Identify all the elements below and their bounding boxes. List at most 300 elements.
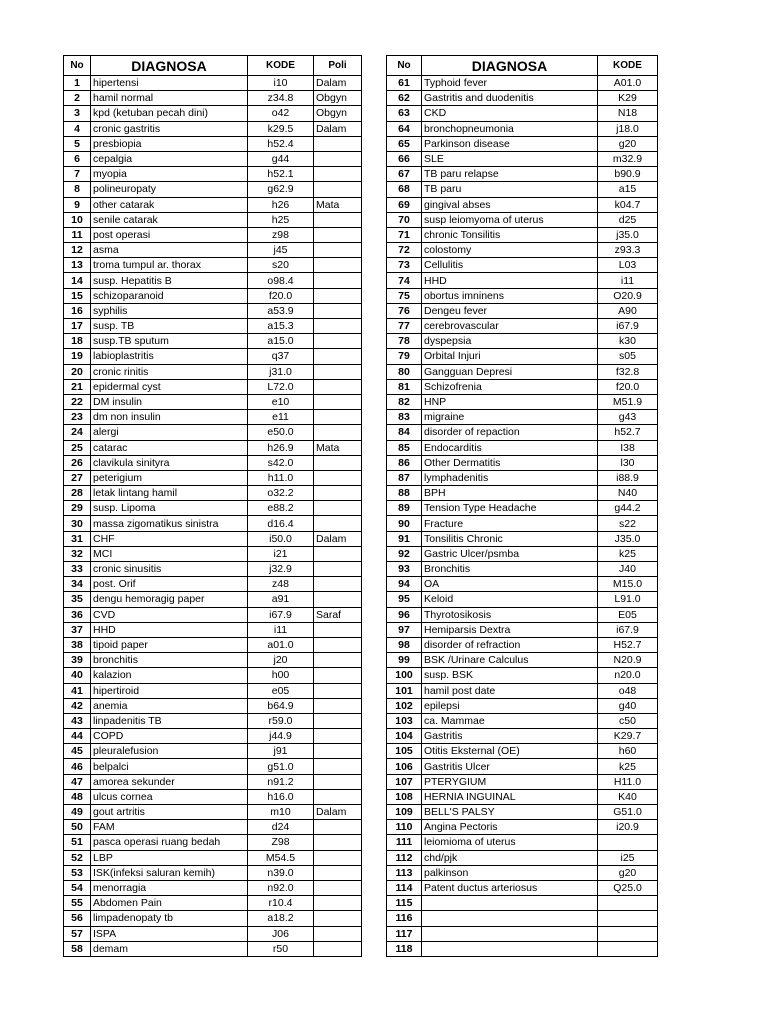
clinic-cell <box>314 729 362 744</box>
diagnosis-cell: post operasi <box>91 227 248 242</box>
diagnosis-cell: labioplastritis <box>91 349 248 364</box>
table-row <box>387 197 658 212</box>
table-row <box>387 880 658 895</box>
code-cell: M54.5 <box>248 850 314 865</box>
diagnosis-cell <box>422 941 598 956</box>
code-cell: d24 <box>248 820 314 835</box>
table-row <box>387 774 658 789</box>
code-cell: i21 <box>248 546 314 561</box>
code-cell: O20.9 <box>598 288 658 303</box>
code-cell: g20 <box>598 865 658 880</box>
code-cell: a15.3 <box>248 319 314 334</box>
code-cell: z48 <box>248 577 314 592</box>
clinic-cell <box>314 622 362 637</box>
row-number: 99 <box>387 653 422 668</box>
row-number: 91 <box>387 531 422 546</box>
row-number: 21 <box>64 379 91 394</box>
diagnosis-cell: cronic gastritis <box>91 121 248 136</box>
code-cell: c50 <box>598 713 658 728</box>
clinic-cell <box>314 455 362 470</box>
row-number: 64 <box>387 121 422 136</box>
code-cell: N40 <box>598 486 658 501</box>
row-number: 20 <box>64 364 91 379</box>
row-number: 80 <box>387 364 422 379</box>
clinic-cell: Mata <box>314 197 362 212</box>
clinic-cell <box>314 820 362 835</box>
row-number: 103 <box>387 713 422 728</box>
diagnosis-cell: Hemiparsis Dextra <box>422 622 598 637</box>
row-number: 72 <box>387 243 422 258</box>
table-row <box>387 729 658 744</box>
diagnosis-cell: ulcus cornea <box>91 789 248 804</box>
code-cell: h52.4 <box>248 136 314 151</box>
table-row <box>64 622 362 637</box>
table-row <box>64 941 362 956</box>
code-cell: g44.2 <box>598 501 658 516</box>
row-number: 9 <box>64 197 91 212</box>
table-row <box>64 151 362 166</box>
table-row <box>387 394 658 409</box>
table-row <box>387 364 658 379</box>
code-cell: b90.9 <box>598 167 658 182</box>
code-cell: K29.7 <box>598 729 658 744</box>
clinic-cell: Dalam <box>314 805 362 820</box>
table-row <box>387 151 658 166</box>
code-cell: g44 <box>248 151 314 166</box>
row-number: 79 <box>387 349 422 364</box>
row-number: 90 <box>387 516 422 531</box>
row-number: 75 <box>387 288 422 303</box>
diagnosis-cell: susp leiomyoma of uterus <box>422 212 598 227</box>
row-number: 19 <box>64 349 91 364</box>
row-number: 114 <box>387 880 422 895</box>
clinic-cell <box>314 243 362 258</box>
diagnosis-cell: bronchitis <box>91 653 248 668</box>
diagnosis-cell: CVD <box>91 607 248 622</box>
table-row <box>387 865 658 880</box>
clinic-cell <box>314 151 362 166</box>
header-row <box>387 56 658 76</box>
table-row <box>64 440 362 455</box>
clinic-cell <box>314 379 362 394</box>
code-cell: G51.0 <box>598 805 658 820</box>
code-cell: L91.0 <box>598 592 658 607</box>
diagnosis-cell: SLE <box>422 151 598 166</box>
row-number: 49 <box>64 805 91 820</box>
diagnosis-cell: Gastritis Ulcer <box>422 759 598 774</box>
diagnosis-cell: disorder of repaction <box>422 425 598 440</box>
row-number: 3 <box>64 106 91 121</box>
row-number: 11 <box>64 227 91 242</box>
table-row <box>387 637 658 652</box>
table-row <box>387 562 658 577</box>
code-cell: J40 <box>598 562 658 577</box>
code-cell: r50 <box>248 941 314 956</box>
table-row <box>64 607 362 622</box>
diagnosis-cell: OA <box>422 577 598 592</box>
header-no: No <box>387 56 422 76</box>
code-cell: i11 <box>248 622 314 637</box>
table-row <box>387 349 658 364</box>
row-number: 95 <box>387 592 422 607</box>
code-cell <box>598 941 658 956</box>
row-number: 36 <box>64 607 91 622</box>
diagnosis-cell: Parkinson disease <box>422 136 598 151</box>
code-cell: i11 <box>598 273 658 288</box>
code-cell: Q25.0 <box>598 880 658 895</box>
diagnosis-cell: COPD <box>91 729 248 744</box>
row-number: 30 <box>64 516 91 531</box>
diagnosis-cell <box>422 926 598 941</box>
clinic-cell <box>314 653 362 668</box>
diagnosis-cell: limpadenopaty tb <box>91 911 248 926</box>
clinic-cell: Dalam <box>314 531 362 546</box>
row-number: 101 <box>387 683 422 698</box>
table-row <box>387 759 658 774</box>
code-cell <box>598 896 658 911</box>
row-number: 17 <box>64 319 91 334</box>
row-number: 74 <box>387 273 422 288</box>
clinic-cell <box>314 303 362 318</box>
table-row <box>64 668 362 683</box>
diagnosis-cell: polineuropaty <box>91 182 248 197</box>
table-row <box>64 516 362 531</box>
table-row <box>387 334 658 349</box>
row-number: 43 <box>64 713 91 728</box>
diagnosis-table-left <box>63 55 362 957</box>
diagnosis-cell: Other Dermatitis <box>422 455 598 470</box>
table-row <box>64 425 362 440</box>
clinic-cell <box>314 926 362 941</box>
clinic-cell <box>314 167 362 182</box>
header-diagnosa: DIAGNOSA <box>91 56 248 76</box>
code-cell: b64.9 <box>248 698 314 713</box>
table-row <box>64 789 362 804</box>
table-row <box>64 319 362 334</box>
row-number: 65 <box>387 136 422 151</box>
diagnosis-cell: Gangguan Depresi <box>422 364 598 379</box>
diagnosis-cell: Otitis Eksternal (OE) <box>422 744 598 759</box>
diagnosis-cell: kalazion <box>91 668 248 683</box>
clinic-cell <box>314 394 362 409</box>
code-cell: s20 <box>248 258 314 273</box>
row-number: 113 <box>387 865 422 880</box>
code-cell <box>598 926 658 941</box>
code-cell: g62.9 <box>248 182 314 197</box>
row-number: 83 <box>387 410 422 425</box>
row-number: 102 <box>387 698 422 713</box>
table-row <box>387 698 658 713</box>
diagnosis-cell: ISK(infeksi saluran kemih) <box>91 865 248 880</box>
diagnosis-cell: alergi <box>91 425 248 440</box>
diagnosis-cell: Tonsilitis Chronic <box>422 531 598 546</box>
row-number: 34 <box>64 577 91 592</box>
clinic-cell <box>314 789 362 804</box>
diagnosis-cell: Gastritis and duodenitis <box>422 91 598 106</box>
diagnosis-cell: Gastritis <box>422 729 598 744</box>
table-row <box>64 774 362 789</box>
row-number: 29 <box>64 501 91 516</box>
table-row <box>387 911 658 926</box>
code-cell: s42.0 <box>248 455 314 470</box>
code-cell: d25 <box>598 212 658 227</box>
clinic-cell <box>314 759 362 774</box>
code-cell: l30 <box>598 455 658 470</box>
code-cell: k25 <box>598 759 658 774</box>
row-number: 6 <box>64 151 91 166</box>
diagnosis-cell: Patent ductus arteriosus <box>422 880 598 895</box>
clinic-cell <box>314 713 362 728</box>
code-cell: o42 <box>248 106 314 121</box>
code-cell: s22 <box>598 516 658 531</box>
code-cell: m32.9 <box>598 151 658 166</box>
code-cell: z98 <box>248 227 314 242</box>
code-cell: e11 <box>248 410 314 425</box>
row-number: 62 <box>387 91 422 106</box>
code-cell: J06 <box>248 926 314 941</box>
diagnosis-cell: pleuralefusion <box>91 744 248 759</box>
table-row <box>64 182 362 197</box>
row-number: 116 <box>387 911 422 926</box>
table-row <box>64 653 362 668</box>
code-cell: n39.0 <box>248 865 314 880</box>
diagnosis-cell: menorragia <box>91 880 248 895</box>
table-row <box>64 729 362 744</box>
clinic-cell: Dalam <box>314 76 362 91</box>
table-row <box>64 486 362 501</box>
code-cell: h00 <box>248 668 314 683</box>
table-row <box>64 394 362 409</box>
diagnosis-cell: letak lintang hamil <box>91 486 248 501</box>
table-row <box>64 379 362 394</box>
code-cell: n20.0 <box>598 668 658 683</box>
table-body-left <box>64 76 362 957</box>
row-number: 68 <box>387 182 422 197</box>
table-row <box>64 820 362 835</box>
diagnosis-cell: linpadenitis TB <box>91 713 248 728</box>
table-row <box>387 212 658 227</box>
diagnosis-cell: kpd (ketuban pecah dini) <box>91 106 248 121</box>
row-number: 28 <box>64 486 91 501</box>
table-row <box>64 926 362 941</box>
code-cell: s05 <box>598 349 658 364</box>
diagnosis-cell: Thyrotosikosis <box>422 607 598 622</box>
row-number: 55 <box>64 896 91 911</box>
table-row <box>64 243 362 258</box>
header-no: No <box>64 56 91 76</box>
code-cell: j18.0 <box>598 121 658 136</box>
table-row <box>387 653 658 668</box>
code-cell <box>598 911 658 926</box>
diagnosis-cell: gout artritis <box>91 805 248 820</box>
row-number: 71 <box>387 227 422 242</box>
diagnosis-cell: HNP <box>422 394 598 409</box>
row-number: 70 <box>387 212 422 227</box>
row-number: 96 <box>387 607 422 622</box>
clinic-cell <box>314 136 362 151</box>
row-number: 35 <box>64 592 91 607</box>
code-cell: j44.9 <box>248 729 314 744</box>
diagnosis-cell: syphilis <box>91 303 248 318</box>
table-row <box>64 683 362 698</box>
diagnosis-cell <box>422 911 598 926</box>
table-row <box>64 349 362 364</box>
table-row <box>387 683 658 698</box>
diagnosis-cell: dyspepsia <box>422 334 598 349</box>
code-cell: j32.9 <box>248 562 314 577</box>
diagnosis-cell: hipertensi <box>91 76 248 91</box>
code-cell: h26.9 <box>248 440 314 455</box>
diagnosis-cell: DM insulin <box>91 394 248 409</box>
clinic-cell <box>314 774 362 789</box>
row-number: 84 <box>387 425 422 440</box>
table-row <box>64 698 362 713</box>
table-row <box>387 896 658 911</box>
diagnosis-cell: belpalci <box>91 759 248 774</box>
clinic-cell: Saraf <box>314 607 362 622</box>
diagnosis-cell: BSK /Urinare Calculus <box>422 653 598 668</box>
diagnosis-cell: pasca operasi ruang bedah <box>91 835 248 850</box>
diagnosis-cell: BELL'S PALSY <box>422 805 598 820</box>
row-number: 73 <box>387 258 422 273</box>
row-number: 42 <box>64 698 91 713</box>
diagnosis-cell: bronchopneumonia <box>422 121 598 136</box>
table-row <box>64 197 362 212</box>
clinic-cell <box>314 880 362 895</box>
clinic-cell <box>314 577 362 592</box>
table-row <box>64 212 362 227</box>
row-number: 106 <box>387 759 422 774</box>
code-cell: e50.0 <box>248 425 314 440</box>
diagnosis-cell: hamil post date <box>422 683 598 698</box>
clinic-cell: Dalam <box>314 121 362 136</box>
table-row <box>387 926 658 941</box>
code-cell: n91.2 <box>248 774 314 789</box>
row-number: 16 <box>64 303 91 318</box>
diagnosis-cell: migraine <box>422 410 598 425</box>
diagnosis-cell: cronic sinusitis <box>91 562 248 577</box>
row-number: 76 <box>387 303 422 318</box>
diagnosis-cell: Schizofrenia <box>422 379 598 394</box>
row-number: 31 <box>64 531 91 546</box>
clinic-cell <box>314 319 362 334</box>
clinic-cell <box>314 410 362 425</box>
code-cell: a15.0 <box>248 334 314 349</box>
row-number: 98 <box>387 637 422 652</box>
table-row <box>387 136 658 151</box>
row-number: 48 <box>64 789 91 804</box>
code-cell: M51.9 <box>598 394 658 409</box>
diagnosis-cell: asma <box>91 243 248 258</box>
diagnosis-cell: ca. Mammae <box>422 713 598 728</box>
table-row <box>64 501 362 516</box>
code-cell: i20.9 <box>598 820 658 835</box>
clinic-cell: Mata <box>314 440 362 455</box>
code-cell: o98.4 <box>248 273 314 288</box>
row-number: 44 <box>64 729 91 744</box>
table-row <box>387 789 658 804</box>
code-cell: f20.0 <box>598 379 658 394</box>
diagnosis-cell: anemia <box>91 698 248 713</box>
diagnosis-cell: palkinson <box>422 865 598 880</box>
row-number: 61 <box>387 76 422 91</box>
row-number: 14 <box>64 273 91 288</box>
row-number: 117 <box>387 926 422 941</box>
table-row <box>64 865 362 880</box>
row-number: 45 <box>64 744 91 759</box>
row-number: 108 <box>387 789 422 804</box>
code-cell: h60 <box>598 744 658 759</box>
header-diagnosa: DIAGNOSA <box>422 56 598 76</box>
code-cell: q37 <box>248 349 314 364</box>
row-number: 46 <box>64 759 91 774</box>
table-row <box>64 258 362 273</box>
row-number: 109 <box>387 805 422 820</box>
row-number: 107 <box>387 774 422 789</box>
clinic-cell <box>314 546 362 561</box>
clinic-cell <box>314 227 362 242</box>
row-number: 37 <box>64 622 91 637</box>
clinic-cell <box>314 698 362 713</box>
diagnosis-cell: gingival abses <box>422 197 598 212</box>
row-number: 26 <box>64 455 91 470</box>
table-row <box>387 410 658 425</box>
code-cell: k04.7 <box>598 197 658 212</box>
row-number: 86 <box>387 455 422 470</box>
diagnosis-cell: cerebrovascular <box>422 319 598 334</box>
code-cell: A01.0 <box>598 76 658 91</box>
table-row <box>64 288 362 303</box>
row-number: 33 <box>64 562 91 577</box>
table-row <box>387 805 658 820</box>
row-number: 118 <box>387 941 422 956</box>
code-cell: g40 <box>598 698 658 713</box>
code-cell: j91 <box>248 744 314 759</box>
table-row <box>387 668 658 683</box>
code-cell: i10 <box>248 76 314 91</box>
diagnosis-cell: amorea sekunder <box>91 774 248 789</box>
row-number: 104 <box>387 729 422 744</box>
table-row <box>387 531 658 546</box>
code-cell: o48 <box>598 683 658 698</box>
row-number: 78 <box>387 334 422 349</box>
table-row <box>64 577 362 592</box>
table-row <box>387 121 658 136</box>
clinic-cell <box>314 941 362 956</box>
clinic-cell <box>314 334 362 349</box>
diagnosis-cell: TB paru <box>422 182 598 197</box>
table-row <box>387 227 658 242</box>
diagnosis-cell: Endocarditis <box>422 440 598 455</box>
diagnosis-cell: Angina Pectoris <box>422 820 598 835</box>
code-cell: g51.0 <box>248 759 314 774</box>
row-number: 38 <box>64 637 91 652</box>
table-row <box>387 592 658 607</box>
code-cell: h11.0 <box>248 470 314 485</box>
code-cell: m10 <box>248 805 314 820</box>
code-cell: N18 <box>598 106 658 121</box>
code-cell: H52.7 <box>598 637 658 652</box>
clinic-cell <box>314 212 362 227</box>
diagnosis-cell: clavikula sinityra <box>91 455 248 470</box>
table-row <box>64 121 362 136</box>
row-number: 54 <box>64 880 91 895</box>
clinic-cell <box>314 273 362 288</box>
clinic-cell <box>314 425 362 440</box>
row-number: 67 <box>387 167 422 182</box>
clinic-cell <box>314 516 362 531</box>
code-cell: i67.9 <box>598 319 658 334</box>
